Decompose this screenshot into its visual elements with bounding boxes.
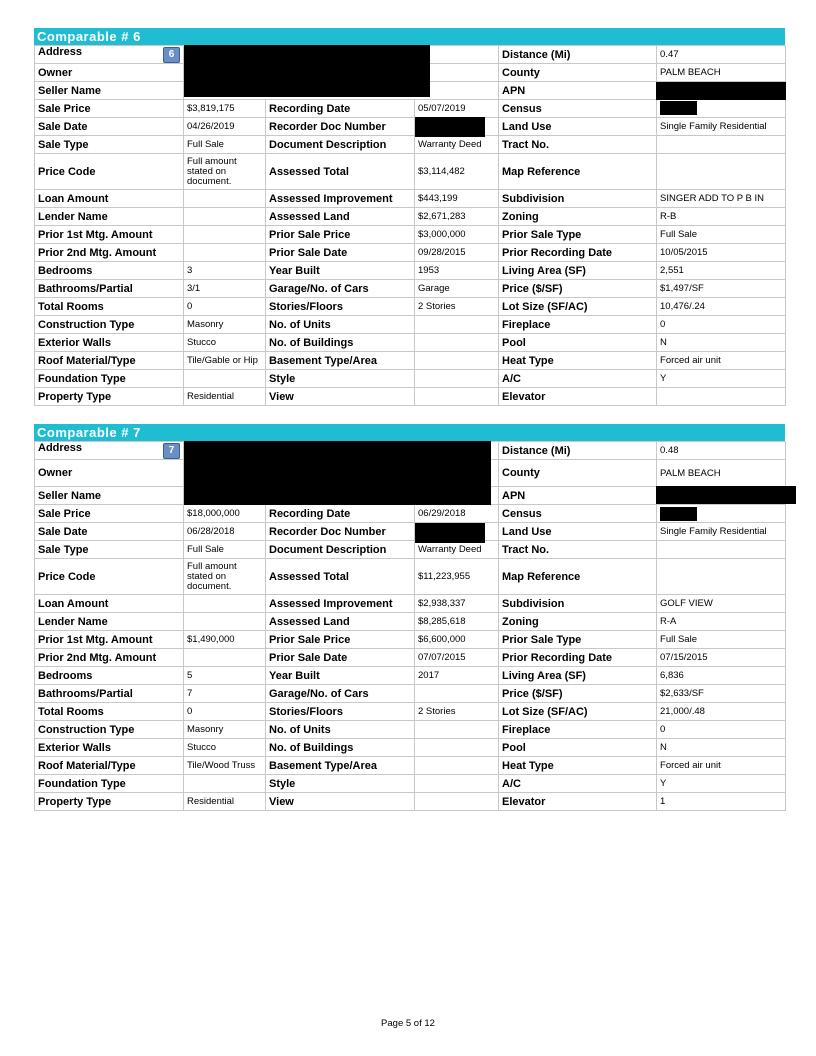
roof-label: Roof Material/Type	[35, 352, 184, 370]
units-label: No. of Units	[266, 721, 415, 739]
exterior-label: Exterior Walls	[35, 334, 184, 352]
land-use-value: Single Family Residential	[657, 118, 786, 136]
recording-date-label: Recording Date	[266, 100, 415, 118]
total-rooms-value: 0	[184, 703, 266, 721]
table-row	[35, 118, 786, 136]
prior-1st-value: $1,490,000	[184, 631, 266, 649]
year-built-label: Year Built	[266, 262, 415, 280]
table-row	[35, 244, 786, 262]
view-label: View	[266, 793, 415, 811]
subdivision-label: Subdivision	[499, 190, 657, 208]
sale-date-label: Sale Date	[35, 118, 184, 136]
prior-sale-price-label: Prior Sale Price	[266, 631, 415, 649]
table-row	[35, 739, 786, 757]
prior-2nd-label: Prior 2nd Mtg. Amount	[35, 244, 184, 262]
subdivision-value: GOLF VIEW	[657, 595, 786, 613]
construction-label: Construction Type	[35, 721, 184, 739]
buildings-label: No. of Buildings	[266, 334, 415, 352]
table-row	[35, 559, 786, 595]
pool-label: Pool	[499, 739, 657, 757]
property-type-value: Residential	[184, 388, 266, 406]
table-row	[35, 370, 786, 388]
view-label: View	[266, 388, 415, 406]
redaction-block	[415, 523, 485, 543]
garage-label: Garage/No. of Cars	[266, 685, 415, 703]
table-row	[35, 136, 786, 154]
census-label: Census	[499, 100, 657, 118]
basement-value	[415, 757, 499, 775]
table-row	[35, 721, 786, 739]
foundation-label: Foundation Type	[35, 370, 184, 388]
redaction-block	[415, 117, 485, 137]
prior-2nd-value	[184, 244, 266, 262]
stories-label: Stories/Floors	[266, 703, 415, 721]
census-label: Census	[499, 505, 657, 523]
table-row	[35, 388, 786, 406]
map-ref-label: Map Reference	[499, 559, 657, 595]
county-label: County	[499, 460, 657, 487]
property-type-value: Residential	[184, 793, 266, 811]
prior-2nd-label: Prior 2nd Mtg. Amount	[35, 649, 184, 667]
zoning-label: Zoning	[499, 613, 657, 631]
table-row	[35, 775, 786, 793]
table-row	[35, 298, 786, 316]
assessed-total-label: Assessed Total	[266, 559, 415, 595]
assessed-impr-value: $443,199	[415, 190, 499, 208]
land-use-value: Single Family Residential	[657, 523, 786, 541]
lot-size-value: 10,476/.24	[657, 298, 786, 316]
buildings-value	[415, 334, 499, 352]
comparable-6-header: Comparable # 6	[34, 28, 785, 45]
foundation-value	[184, 370, 266, 388]
redaction-block	[184, 441, 491, 505]
redaction-block	[184, 45, 430, 97]
map-ref-value	[657, 559, 786, 595]
seller-name-label: Seller Name	[35, 82, 184, 100]
distance-label: Distance (Mi)	[499, 442, 657, 460]
county-value: PALM BEACH	[657, 460, 786, 487]
style-label: Style	[266, 370, 415, 388]
table-row	[35, 523, 786, 541]
subdivision-label: Subdivision	[499, 595, 657, 613]
table-row	[35, 649, 786, 667]
table-row	[35, 631, 786, 649]
redaction-block	[660, 101, 697, 115]
ac-value: Y	[657, 370, 786, 388]
bathrooms-label: Bathrooms/Partial	[35, 280, 184, 298]
owner-label: Owner	[35, 460, 184, 487]
bedrooms-label: Bedrooms	[35, 262, 184, 280]
prior-rec-date-value: 07/15/2015	[657, 649, 786, 667]
roof-label: Roof Material/Type	[35, 757, 184, 775]
lender-name-label: Lender Name	[35, 208, 184, 226]
total-rooms-label: Total Rooms	[35, 298, 184, 316]
assessed-land-value: $2,671,283	[415, 208, 499, 226]
lender-name-value	[184, 208, 266, 226]
style-value	[415, 370, 499, 388]
prior-sale-type-value: Full Sale	[657, 226, 786, 244]
price-code-value: Full amount stated on document.	[184, 559, 266, 595]
table-row	[35, 334, 786, 352]
sale-type-label: Sale Type	[35, 541, 184, 559]
prior-rec-date-label: Prior Recording Date	[499, 244, 657, 262]
bathrooms-value: 7	[184, 685, 266, 703]
county-label: County	[499, 64, 657, 82]
roof-value: Tile/Wood Truss	[184, 757, 266, 775]
land-use-label: Land Use	[499, 118, 657, 136]
assessed-impr-label: Assessed Improvement	[266, 595, 415, 613]
price-sf-label: Price ($/SF)	[499, 685, 657, 703]
buildings-label: No. of Buildings	[266, 739, 415, 757]
assessed-impr-value: $2,938,337	[415, 595, 499, 613]
table-row	[35, 757, 786, 775]
table-row	[35, 190, 786, 208]
prior-sale-price-value: $3,000,000	[415, 226, 499, 244]
prior-sale-type-label: Prior Sale Type	[499, 226, 657, 244]
assessed-impr-label: Assessed Improvement	[266, 190, 415, 208]
recording-date-value: 06/29/2018	[415, 505, 499, 523]
style-value	[415, 775, 499, 793]
ac-value: Y	[657, 775, 786, 793]
elevator-label: Elevator	[499, 793, 657, 811]
fireplace-value: 0	[657, 721, 786, 739]
bathrooms-label: Bathrooms/Partial	[35, 685, 184, 703]
living-area-value: 2,551	[657, 262, 786, 280]
units-value	[415, 721, 499, 739]
sale-price-value: $18,000,000	[184, 505, 266, 523]
living-area-value: 6,836	[657, 667, 786, 685]
page-number: Page 5 of 12	[381, 1018, 435, 1029]
assessed-total-value: $11,223,955	[415, 559, 499, 595]
pool-label: Pool	[499, 334, 657, 352]
exterior-value: Stucco	[184, 334, 266, 352]
distance-label: Distance (Mi)	[499, 46, 657, 64]
redaction-block	[660, 507, 697, 521]
doc-desc-label: Document Description	[266, 541, 415, 559]
prior-sale-date-label: Prior Sale Date	[266, 244, 415, 262]
doc-desc-label: Document Description	[266, 136, 415, 154]
loan-amount-label: Loan Amount	[35, 190, 184, 208]
distance-value: 0.47	[657, 46, 786, 64]
tract-label: Tract No.	[499, 136, 657, 154]
assessed-total-value: $3,114,482	[415, 154, 499, 190]
assessed-land-label: Assessed Land	[266, 208, 415, 226]
price-code-label: Price Code	[35, 559, 184, 595]
table-row	[35, 667, 786, 685]
map-pin-icon[interactable]: 6	[163, 47, 180, 63]
fireplace-label: Fireplace	[499, 316, 657, 334]
stories-label: Stories/Floors	[266, 298, 415, 316]
living-area-label: Living Area (SF)	[499, 262, 657, 280]
foundation-value	[184, 775, 266, 793]
ac-label: A/C	[499, 370, 657, 388]
year-built-value: 1953	[415, 262, 499, 280]
price-sf-value: $1,497/SF	[657, 280, 786, 298]
assessed-land-label: Assessed Land	[266, 613, 415, 631]
basement-label: Basement Type/Area	[266, 757, 415, 775]
style-label: Style	[266, 775, 415, 793]
elevator-value: 1	[657, 793, 786, 811]
lender-name-label: Lender Name	[35, 613, 184, 631]
prior-1st-label: Prior 1st Mtg. Amount	[35, 631, 184, 649]
price-sf-label: Price ($/SF)	[499, 280, 657, 298]
units-value	[415, 316, 499, 334]
lot-size-value: 21,000/.48	[657, 703, 786, 721]
sale-date-value: 06/28/2018	[184, 523, 266, 541]
subdivision-value: SINGER ADD TO P B IN	[657, 190, 786, 208]
recording-date-value: 05/07/2019	[415, 100, 499, 118]
prior-sale-date-value: 07/07/2015	[415, 649, 499, 667]
year-built-label: Year Built	[266, 667, 415, 685]
bedrooms-label: Bedrooms	[35, 667, 184, 685]
lot-size-label: Lot Size (SF/AC)	[499, 703, 657, 721]
prior-rec-date-value: 10/05/2015	[657, 244, 786, 262]
tract-value	[657, 136, 786, 154]
basement-label: Basement Type/Area	[266, 352, 415, 370]
prior-sale-price-value: $6,600,000	[415, 631, 499, 649]
table-row	[35, 316, 786, 334]
doc-desc-value: Warranty Deed	[415, 541, 499, 559]
construction-label: Construction Type	[35, 316, 184, 334]
prior-1st-value	[184, 226, 266, 244]
exterior-label: Exterior Walls	[35, 739, 184, 757]
sale-type-value: Full Sale	[184, 541, 266, 559]
construction-value: Masonry	[184, 721, 266, 739]
heat-type-value: Forced air unit	[657, 757, 786, 775]
table-row	[35, 685, 786, 703]
sale-price-label: Sale Price	[35, 100, 184, 118]
exterior-value: Stucco	[184, 739, 266, 757]
assessed-land-value: $8,285,618	[415, 613, 499, 631]
loan-amount-label: Loan Amount	[35, 595, 184, 613]
prior-sale-type-label: Prior Sale Type	[499, 631, 657, 649]
sale-price-value: $3,819,175	[184, 100, 266, 118]
loan-amount-value	[184, 595, 266, 613]
prior-2nd-value	[184, 649, 266, 667]
fireplace-value: 0	[657, 316, 786, 334]
price-sf-value: $2,633/SF	[657, 685, 786, 703]
garage-label: Garage/No. of Cars	[266, 280, 415, 298]
total-rooms-value: 0	[184, 298, 266, 316]
redaction-block	[656, 82, 786, 100]
construction-value: Masonry	[184, 316, 266, 334]
living-area-label: Living Area (SF)	[499, 667, 657, 685]
doc-desc-value: Warranty Deed	[415, 136, 499, 154]
table-row	[35, 262, 786, 280]
buildings-value	[415, 739, 499, 757]
table-row	[35, 154, 786, 190]
heat-type-value: Forced air unit	[657, 352, 786, 370]
price-code-label: Price Code	[35, 154, 184, 190]
map-ref-label: Map Reference	[499, 154, 657, 190]
stories-value: 2 Stories	[415, 703, 499, 721]
lot-size-label: Lot Size (SF/AC)	[499, 298, 657, 316]
elevator-value	[657, 388, 786, 406]
view-value	[415, 388, 499, 406]
garage-value	[415, 685, 499, 703]
prior-sale-price-label: Prior Sale Price	[266, 226, 415, 244]
foundation-label: Foundation Type	[35, 775, 184, 793]
seller-name-label: Seller Name	[35, 487, 184, 505]
apn-label: APN	[499, 82, 657, 100]
year-built-value: 2017	[415, 667, 499, 685]
sale-date-value: 04/26/2019	[184, 118, 266, 136]
table-row	[35, 595, 786, 613]
recording-date-label: Recording Date	[266, 505, 415, 523]
bedrooms-value: 3	[184, 262, 266, 280]
pool-value: N	[657, 334, 786, 352]
recorder-doc-label: Recorder Doc Number	[266, 118, 415, 136]
sale-type-value: Full Sale	[184, 136, 266, 154]
recorder-doc-label: Recorder Doc Number	[266, 523, 415, 541]
elevator-label: Elevator	[499, 388, 657, 406]
table-row	[35, 280, 786, 298]
heat-type-label: Heat Type	[499, 352, 657, 370]
pool-value: N	[657, 739, 786, 757]
ac-label: A/C	[499, 775, 657, 793]
prior-rec-date-label: Prior Recording Date	[499, 649, 657, 667]
distance-value: 0.48	[657, 442, 786, 460]
zoning-label: Zoning	[499, 208, 657, 226]
map-pin-icon[interactable]: 7	[163, 443, 180, 459]
redaction-block	[656, 486, 796, 504]
total-rooms-label: Total Rooms	[35, 703, 184, 721]
fireplace-label: Fireplace	[499, 721, 657, 739]
table-row	[35, 226, 786, 244]
prior-1st-label: Prior 1st Mtg. Amount	[35, 226, 184, 244]
table-row	[35, 703, 786, 721]
address-label: Address	[38, 46, 83, 58]
view-value	[415, 793, 499, 811]
property-type-label: Property Type	[35, 793, 184, 811]
table-row	[35, 613, 786, 631]
table-row	[35, 793, 786, 811]
county-value: PALM BEACH	[657, 64, 786, 82]
sale-price-label: Sale Price	[35, 505, 184, 523]
sale-date-label: Sale Date	[35, 523, 184, 541]
bathrooms-value: 3/1	[184, 280, 266, 298]
table-row	[35, 208, 786, 226]
stories-value: 2 Stories	[415, 298, 499, 316]
table-row	[35, 352, 786, 370]
tract-value	[657, 541, 786, 559]
zoning-value: R-B	[657, 208, 786, 226]
units-label: No. of Units	[266, 316, 415, 334]
table-row	[35, 541, 786, 559]
bedrooms-value: 5	[184, 667, 266, 685]
roof-value: Tile/Gable or Hip	[184, 352, 266, 370]
land-use-label: Land Use	[499, 523, 657, 541]
prior-sale-type-value: Full Sale	[657, 631, 786, 649]
prior-sale-date-value: 09/28/2015	[415, 244, 499, 262]
comparable-7-header: Comparable # 7	[34, 424, 785, 441]
loan-amount-value	[184, 190, 266, 208]
price-code-value: Full amount stated on document.	[184, 154, 266, 190]
prior-sale-date-label: Prior Sale Date	[266, 649, 415, 667]
garage-value: Garage	[415, 280, 499, 298]
owner-label: Owner	[35, 64, 184, 82]
tract-label: Tract No.	[499, 541, 657, 559]
lender-name-value	[184, 613, 266, 631]
basement-value	[415, 352, 499, 370]
apn-label: APN	[499, 487, 657, 505]
address-label: Address	[38, 442, 83, 454]
zoning-value: R-A	[657, 613, 786, 631]
heat-type-label: Heat Type	[499, 757, 657, 775]
assessed-total-label: Assessed Total	[266, 154, 415, 190]
property-type-label: Property Type	[35, 388, 184, 406]
sale-type-label: Sale Type	[35, 136, 184, 154]
map-ref-value	[657, 154, 786, 190]
